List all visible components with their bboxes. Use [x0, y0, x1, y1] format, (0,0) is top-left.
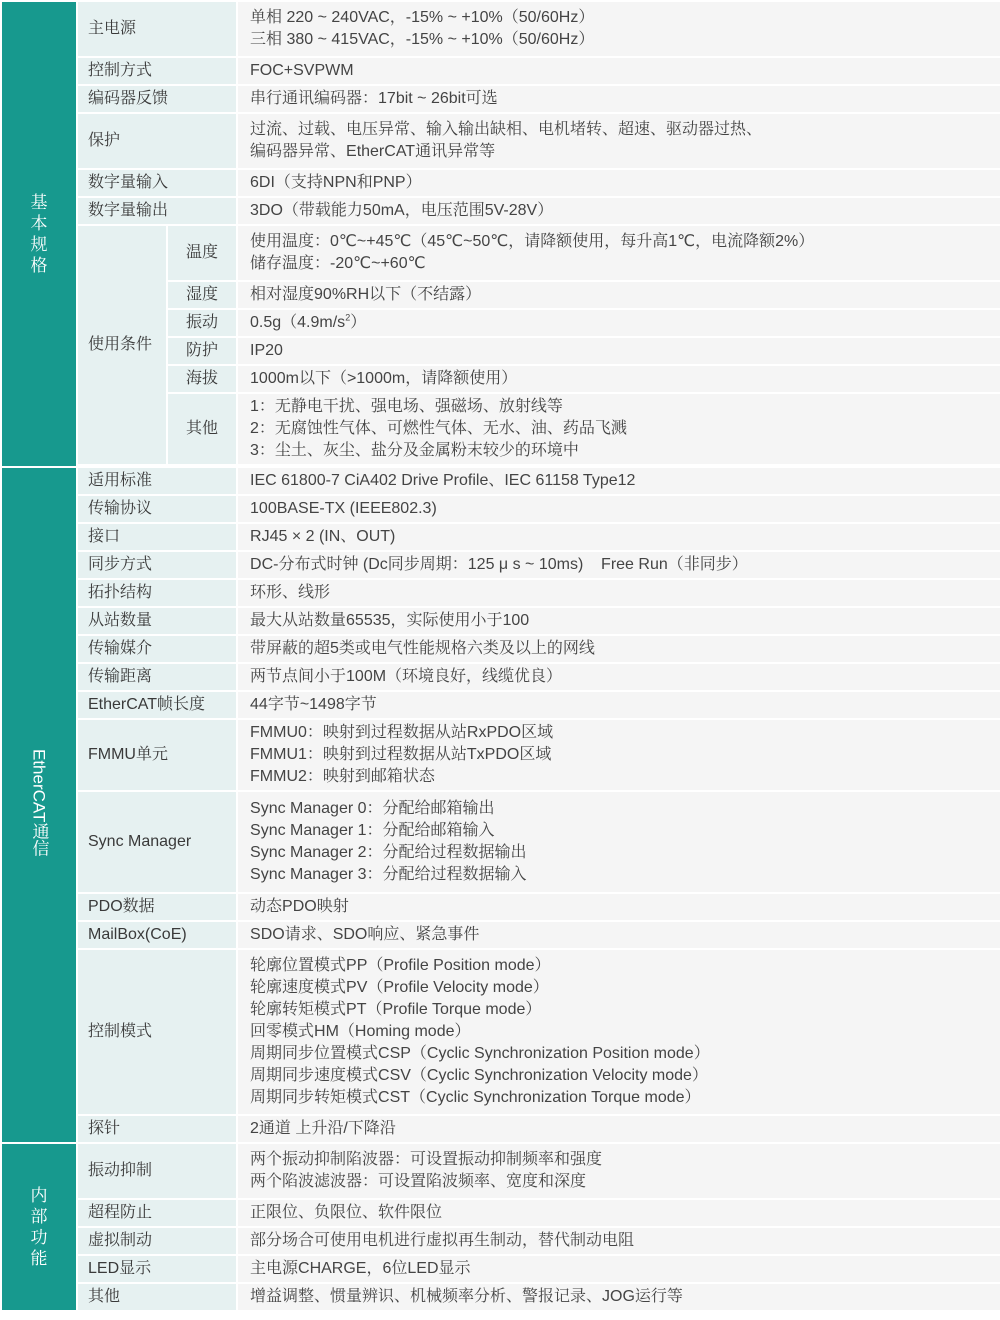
table-row	[1, 663, 1000, 691]
row-label: 控制方式	[77, 57, 237, 85]
table-row	[1, 523, 1000, 551]
table-row	[1, 225, 1000, 281]
table-row	[1, 1283, 1000, 1311]
row-value: 两节点间小于100M（环境良好，线缆优良）	[237, 663, 1000, 691]
row-label: 数字量输入	[77, 169, 237, 197]
row-label: 传输媒介	[77, 635, 237, 663]
section-basic	[1, 1, 77, 467]
row-label: EtherCAT帧长度	[77, 691, 237, 719]
row-label: 数字量输出	[77, 197, 237, 225]
row-value: 3DO（带载能力50mA，电压范围5V-28V）	[237, 197, 1000, 225]
table-row	[1, 85, 1000, 113]
row-value: 环形、线形	[237, 579, 1000, 607]
table-row	[1, 1, 1000, 57]
row-value: 6DI（支持NPN和PNP）	[237, 169, 1000, 197]
row-label: 控制模式	[77, 949, 237, 1115]
table-row	[1, 1227, 1000, 1255]
row-value: $0.5g(4.9m/s^2)$	[237, 309, 1000, 337]
table-row	[1, 495, 1000, 523]
table-row	[1, 893, 1000, 921]
table-row	[1, 1143, 1000, 1199]
table-row	[1, 579, 1000, 607]
row-value: 串行通讯编码器：17bit ~ 26bit可选	[237, 85, 1000, 113]
table-row	[1, 57, 1000, 85]
table-row	[1, 169, 1000, 197]
row-value: 单相 220 ~ 240VAC，-15% ~ +10%（50/60Hz） 三相 380 ~ 415VAC，-15% ~ +10%（50/60Hz）	[237, 1, 1000, 57]
sub-label: 湿度	[167, 281, 237, 309]
sub-label: 温度	[167, 225, 237, 281]
row-value: FMMU0：映射到过程数据从站RxPDO区域 FMMU1：映射到过程数据从站TxPDO区域 FMMU2：映射到邮箱状态	[237, 719, 1000, 791]
row-value: RJ45 × 2 (IN、OUT)	[237, 523, 1000, 551]
row-label: 传输距离	[77, 663, 237, 691]
table-row	[1, 949, 1000, 1115]
row-value: 1000m以下（>1000m，请降额使用）	[237, 365, 1000, 393]
table-row	[1, 467, 1000, 495]
row-label: 适用标准	[77, 467, 237, 495]
row-label: 虚拟制动	[77, 1227, 237, 1255]
row-value: FOC+SVPWM	[237, 57, 1000, 85]
table-row	[1, 719, 1000, 791]
row-label: FMMU单元	[77, 719, 237, 791]
row-value: 2通道 上升沿/下降沿	[237, 1115, 1000, 1143]
row-value: 使用温度：0℃~+45℃（45℃~50℃，请降额使用，每升高1℃，电流降额2%） 储存温度：-20℃~+60℃	[237, 225, 1000, 281]
row-label: 拓扑结构	[77, 579, 237, 607]
table-row	[1, 791, 1000, 893]
row-label: 保护	[77, 113, 237, 169]
row-value: 44字节~1498字节	[237, 691, 1000, 719]
row-label: 使用条件	[77, 225, 167, 465]
row-value: 正限位、负限位、软件限位	[237, 1199, 1000, 1227]
row-value: 动态PDO映射	[237, 893, 1000, 921]
row-label: 编码器反馈	[77, 85, 237, 113]
row-label: PDO数据	[77, 893, 237, 921]
row-label: 接口	[77, 523, 237, 551]
table-row	[1, 607, 1000, 635]
row-label: LED显示	[77, 1255, 237, 1283]
section-title: 基本规格	[30, 193, 48, 275]
row-label: Sync Manager	[77, 791, 237, 893]
table-row	[1, 1199, 1000, 1227]
table-row	[1, 113, 1000, 169]
row-value: 1：无静电干扰、强电场、强磁场、放射线等 2：无腐蚀性气体、可燃性气体、无水、油、药品飞溅 3：尘土、灰尘、盐分及金属粉末较少的环境中	[237, 393, 1000, 465]
row-label: 其他	[77, 1283, 237, 1311]
sub-label: 海拔	[167, 365, 237, 393]
row-value: IEC 61800-7 CiA402 Drive Profile、IEC 61158 Type12	[237, 467, 1000, 495]
row-value: 部分场合可使用电机进行虚拟再生制动，替代制动电阻	[237, 1227, 1000, 1255]
row-value: 最大从站数量65535，实际使用小于100	[237, 607, 1000, 635]
row-value: 过流、过载、电压异常、输入输出缺相、电机堵转、超速、驱动器过热、 编码器异常、EtherCAT通讯异常等	[237, 113, 1000, 169]
section-title: EtherCAT通信	[29, 748, 49, 857]
section-title: 内部功能	[30, 1186, 48, 1268]
sub-label: 防护	[167, 337, 237, 365]
row-label: 探针	[77, 1115, 237, 1143]
table-row	[1, 197, 1000, 225]
row-label: 同步方式	[77, 551, 237, 579]
section-ethercat	[1, 467, 77, 1143]
row-value: 轮廓位置模式PP（Profile Position mode） 轮廓速度模式PV（Profile Velocity mode） 轮廓转矩模式PT（Profile Torque mode） 回零模式HM（Homing mode） 周期同步位置模式CSP（Cyclic Synchronization Position mode） 周期同步速度模式CSV（Cyclic Synchronization Velocity mode） 周期同步转矩模式CST（Cyclic Synchronization Torque mode）	[237, 949, 1000, 1115]
table-row	[1, 551, 1000, 579]
table-row	[1, 635, 1000, 663]
row-label: 振动抑制	[77, 1143, 237, 1199]
sub-label: 其他	[167, 393, 237, 465]
table-row	[1, 1115, 1000, 1143]
row-label: 主电源	[77, 1, 237, 57]
row-value: Sync Manager 0：分配给邮箱输出 Sync Manager 1：分配给邮箱输入 Sync Manager 2：分配给过程数据输出 Sync Manager 3：分配给过程数据输入	[237, 791, 1000, 893]
table-row	[1, 1255, 1000, 1283]
row-label: 传输协议	[77, 495, 237, 523]
row-value: 带屏蔽的超5类或电气性能规格六类及以上的网线	[237, 635, 1000, 663]
row-value: DC-分布式时钟 (Dc同步周期：125 μ s ~ 10ms) Free Run（非同步）	[237, 551, 1000, 579]
row-value: 主电源CHARGE，6位LED显示	[237, 1255, 1000, 1283]
sub-label: 振动	[167, 309, 237, 337]
row-value: 两个振动抑制陷波器：可设置振动抑制频率和强度 两个陷波滤波器：可设置陷波频率、宽度和深度	[237, 1143, 1000, 1199]
row-value: SDO请求、SDO响应、紧急事件	[237, 921, 1000, 949]
row-label: 从站数量	[77, 607, 237, 635]
table-row	[1, 921, 1000, 949]
row-value: 相对湿度90%RH以下（不结露）	[237, 281, 1000, 309]
row-label: 超程防止	[77, 1199, 237, 1227]
section-internal	[1, 1143, 77, 1311]
row-value: 增益调整、惯量辨识、机械频率分析、警报记录、JOG运行等	[237, 1283, 1000, 1311]
row-value: IP20	[237, 337, 1000, 365]
row-label: MailBox(CoE)	[77, 921, 237, 949]
table-row	[1, 691, 1000, 719]
row-value: 100BASE-TX (IEEE802.3)	[237, 495, 1000, 523]
